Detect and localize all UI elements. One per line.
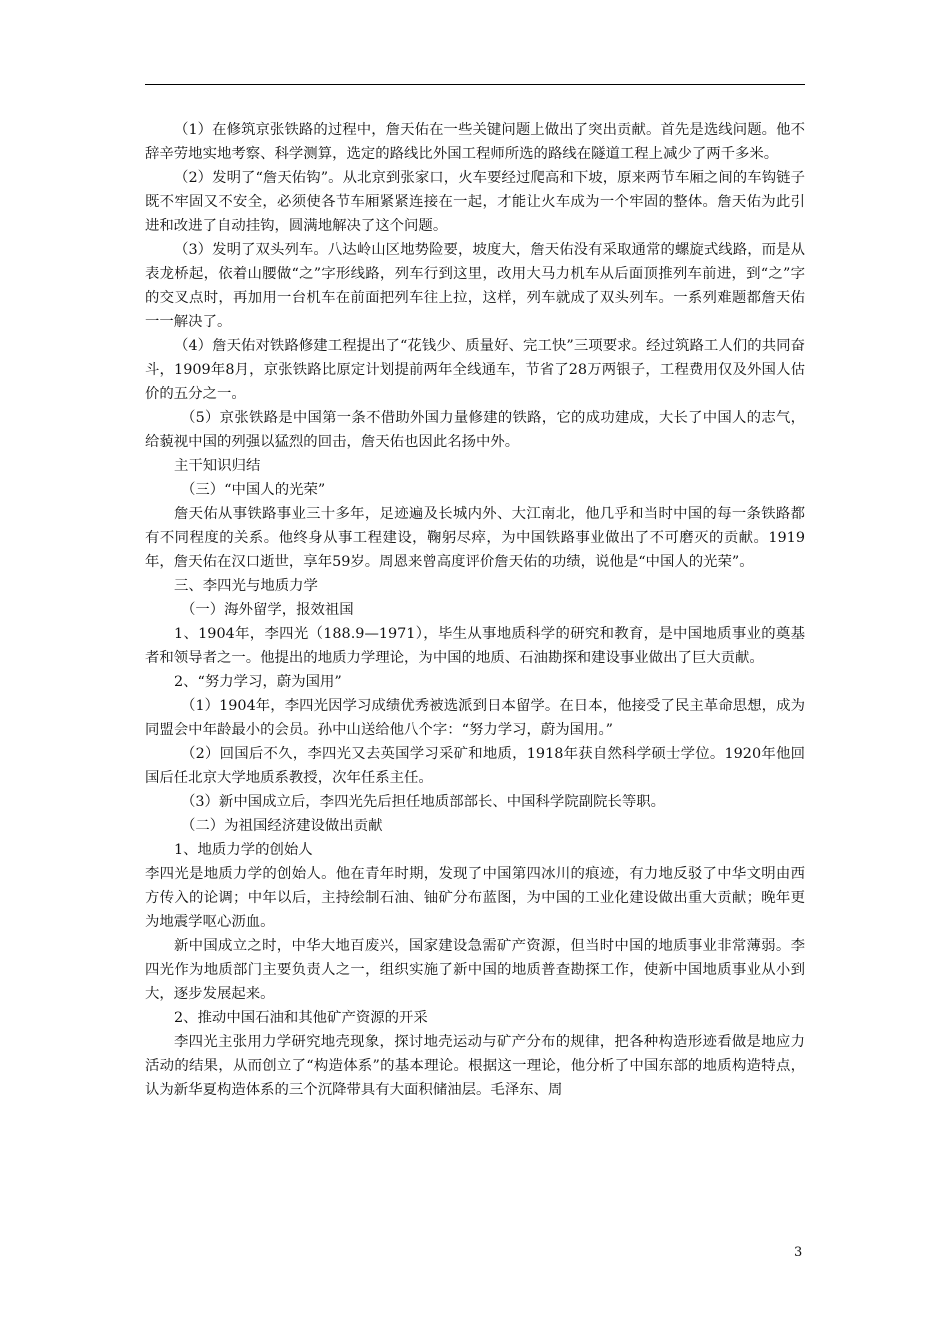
page-number: 3 [794, 1245, 803, 1260]
paragraph: （2）回国后不久，李四光又去英国学习采矿和地质，1918年获自然科学硕士学位。1920年他回国后任北京大学地质系教授，次年任系主任。 [145, 746, 805, 786]
paragraph: （1）在修筑京张铁路的过程中，詹天佑在一些关键问题上做出了突出贡献。首先是选线问题。他不辞辛劳地实地考察、科学测算，选定的路线比外国工程师所选的路线在隧道工程上减少了两千多米。 [145, 122, 805, 162]
paragraph: 詹天佑从事铁路事业三十多年，足迹遍及长城内外、大江南北，他几乎和当时中国的每一条铁路都有不同程度的关系。他终身从事工程建设，鞠躬尽瘁，为中国铁路事业做出了不可磨灭的贡献。1919年，詹天佑在汉口逝世，享年59岁。周恩来曾高度评价詹天佑的功绩，说他是“中国人的光荣”。 [145, 506, 805, 570]
paragraph: （一）海外留学，报效祖国 [181, 602, 354, 618]
paragraph: 主干知识归结 [174, 458, 261, 474]
paragraph: （4）詹天佑对铁路修建工程提出了“花钱少、质量好、完工快”三项要求。经过筑路工人们的共同奋斗，1909年8月，京张铁路比原定计划提前两年全线通车，节省了28万两银子，工程费用仅及外国人估价的五分之一。 [145, 338, 805, 402]
paragraph: 2、推动中国石油和其他矿产资源的开采 [174, 1010, 428, 1026]
paragraph: （5）京张铁路是中国第一条不借助外国力量修建的铁路，它的成功建成，大长了中国人的志气，给藐视中国的列强以猛烈的回击，詹天佑也因此名扬中外。 [145, 410, 805, 450]
paragraph: （1）1904年，李四光因学习成绩优秀被选派到日本留学。在日本，他接受了民主革命思想，成为同盟会中年龄最小的会员。孙中山送给他八个字：“努力学习，蔚为国用。” [145, 698, 805, 738]
paragraph: 2、“努力学习，蔚为国用” [174, 674, 342, 690]
paragraph: （3）新中国成立后，李四光先后担任地质部部长、中国科学院副院长等职。 [181, 794, 666, 810]
header-rule [145, 84, 805, 85]
paragraph: 李四光是地质力学的创始人。他在青年时期，发现了中国第四冰川的痕迹，有力地反驳了中华文明由西方传入的论调；中年以后，主持绘制石油、铀矿分布蓝图，为中国的工业化建设做出重大贡献；晚年更为地震学呕心沥血。 [145, 866, 805, 930]
paragraph: 1、地质力学的创始人 [174, 842, 313, 858]
paragraph: 1、1904年，李四光（188.9—1971），毕生从事地质科学的研究和教育，是中国地质事业的奠基者和领导者之一。他提出的地质力学理论，为中国的地质、石油勘探和建设事业做出了巨大贡献。 [145, 626, 805, 666]
paragraph: （三）“中国人的光荣” [181, 482, 326, 498]
document-body [145, 118, 805, 1102]
paragraph: 三、李四光与地质力学 [174, 578, 318, 594]
paragraph: （二）为祖国经济建设做出贡献 [181, 818, 383, 834]
paragraph: （3）发明了双头列车。八达岭山区地势险要，坡度大，詹天佑没有采取通常的螺旋式线路，而是从表龙桥起，依着山腰做“之”字形线路，列车行到这里，改用大马力机车从后面顶推列车前进，到“之”字的交叉点时，再加用一台机车在前面把列车往上拉，这样，列车就成了双头列车。一系列难题都詹天佑一一解决了。 [145, 242, 805, 330]
paragraph: （2）发明了“詹天佑钩”。从北京到张家口，火车要经过爬高和下坡，原来两节车厢之间的车钩链子既不牢固又不安全，必须使各节车厢紧紧连接在一起，才能让火车成为一个牢固的整体。詹天佑为此引进和改进了自动挂钩，圆满地解决了这个问题。 [145, 170, 805, 234]
paragraph: 新中国成立之时，中华大地百废兴，国家建设急需矿产资源，但当时中国的地质事业非常薄弱。李四光作为地质部门主要负责人之一，组织实施了新中国的地质普查勘探工作，使新中国地质事业从小到大，逐步发展起来。 [145, 938, 805, 1002]
paragraph: 李四光主张用力学研究地壳现象，探讨地壳运动与矿产分布的规律，把各种构造形迹看做是地应力活动的结果，从而创立了“构造体系”的基本理论。根据这一理论，他分析了中国东部的地质构造特点，认为新华夏构造体系的三个沉降带具有大面积储油层。毛泽东、周 [145, 1034, 805, 1098]
